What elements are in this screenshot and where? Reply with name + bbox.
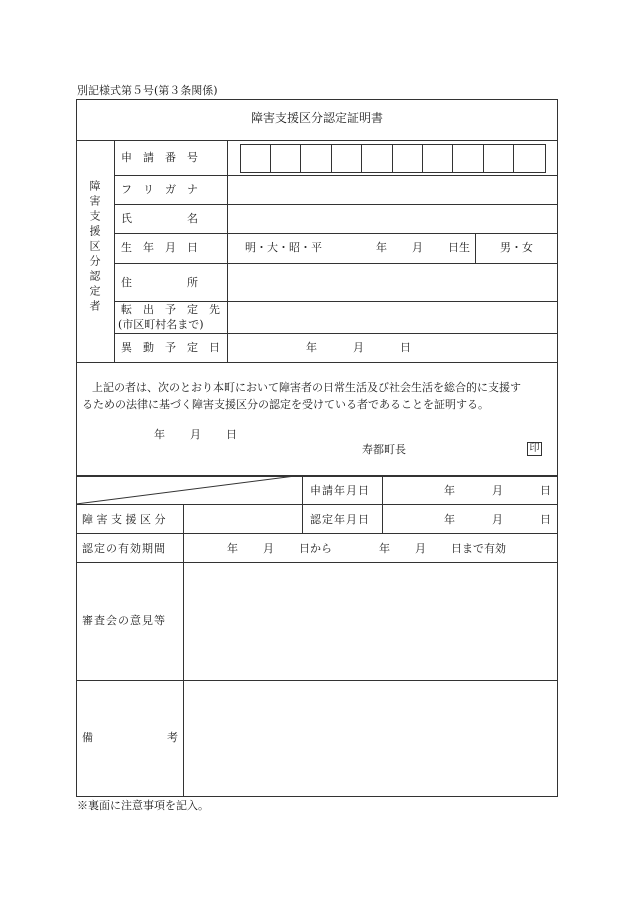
issue-month-unit: 月	[190, 428, 201, 441]
label-move-date: 異 動 予 定 日	[121, 341, 220, 354]
label-disability-category: 障 害 支 援 区 分	[82, 513, 166, 526]
label-apply-date: 申請年月日	[310, 484, 370, 497]
apply-date-day: 日	[540, 484, 551, 497]
dob-day-unit: 日生	[448, 241, 470, 254]
review-board-opinion-field[interactable]	[184, 563, 556, 680]
label-remarks-2: 考	[167, 731, 178, 744]
validity-to-day: 日まで有効	[451, 542, 506, 555]
dob-month-unit: 月	[412, 241, 423, 254]
certify-date-year: 年	[444, 513, 455, 526]
issue-day-unit: 日	[226, 428, 237, 441]
applicant-section-label: 障害支援区分認定者	[88, 180, 101, 315]
remarks-field[interactable]	[184, 681, 556, 795]
move-month-unit: 月	[353, 341, 364, 354]
seal-mark: 印	[527, 442, 542, 456]
label-application-number: 申 請 番 号	[121, 151, 198, 164]
label-transfer-destination: 転 出 予 定 先	[121, 303, 220, 316]
form-number-note: 別記様式第５号(第３条関係)	[77, 84, 218, 97]
label-transfer-note: (市区町村名まで)	[118, 318, 204, 331]
disability-category-field[interactable]	[184, 505, 301, 533]
validity-from-year: 年	[227, 542, 238, 555]
issue-year-unit: 年	[154, 428, 165, 441]
label-validity-period: 認定の有効期間	[82, 542, 166, 555]
move-day-unit: 日	[400, 341, 411, 354]
apply-date-year: 年	[444, 484, 455, 497]
label-furigana: フ リ ガ ナ	[121, 183, 198, 196]
sex-options[interactable]: 男・女	[500, 241, 533, 254]
validity-to-year: 年	[379, 542, 390, 555]
dob-era-options[interactable]: 明・大・昭・平	[245, 241, 322, 254]
name-field[interactable]	[228, 205, 556, 233]
application-number-boxes[interactable]	[240, 144, 546, 173]
certification-statement-line-1: 上記の者は、次のとおり本町において障害者の日常生活及び社会生活を総合的に支援す	[92, 381, 521, 394]
address-field[interactable]	[228, 264, 556, 301]
label-name: 氏 名	[121, 212, 198, 225]
label-address: 住 所	[121, 276, 198, 289]
validity-from-day: 日から	[299, 542, 332, 555]
certify-date-day: 日	[540, 513, 551, 526]
label-remarks: 備	[82, 731, 93, 744]
validity-to-month: 月	[415, 542, 426, 555]
certify-date-month: 月	[492, 513, 503, 526]
dob-year-unit: 年	[376, 241, 387, 254]
label-certify-date: 認定年月日	[310, 513, 370, 526]
certification-statement-line-2: るための法律に基づく障害支援区分の認定を受けている者であることを証明する。	[82, 398, 489, 411]
apply-date-month: 月	[492, 484, 503, 497]
mayor-title: 寿都町長	[362, 443, 406, 456]
footer-note: ※裏面に注意事項を記入。	[77, 799, 209, 812]
diagonal-strike-line	[76, 475, 303, 505]
furigana-field[interactable]	[228, 176, 556, 204]
transfer-destination-field[interactable]	[228, 302, 556, 333]
validity-from-month: 月	[263, 542, 274, 555]
label-review-board-opinion: 審査会の意見等	[82, 614, 166, 627]
move-year-unit: 年	[306, 341, 317, 354]
label-date-of-birth: 生 年 月 日	[121, 241, 198, 254]
form-title: 障害支援区分認定証明書	[250, 111, 383, 125]
